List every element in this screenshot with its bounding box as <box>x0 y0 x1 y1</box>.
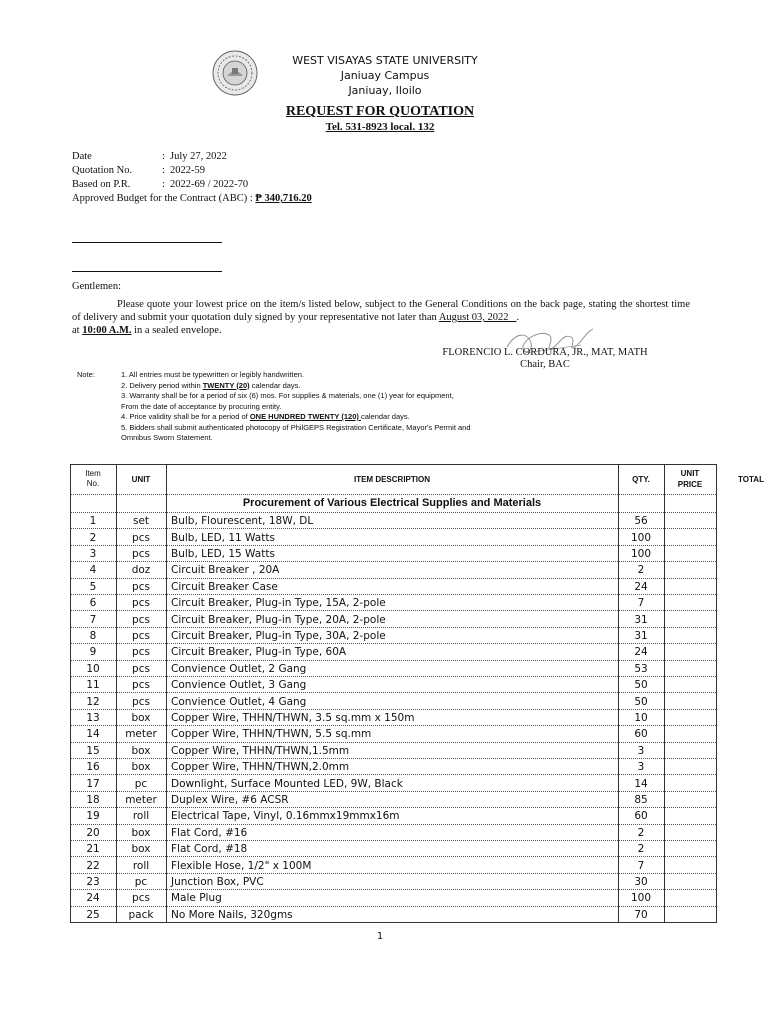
item-qty: 60 <box>634 810 648 823</box>
item-qty: 7 <box>637 597 645 610</box>
item-qty: 85 <box>634 793 648 806</box>
table-divider <box>70 512 716 513</box>
item-description: Male Plug <box>171 892 222 905</box>
table-divider <box>70 692 716 693</box>
table-divider <box>70 774 716 775</box>
item-qty: 24 <box>634 646 648 659</box>
table-divider <box>70 610 716 611</box>
note-item: 1. All entries must be typewritten or legibly handwritten. <box>121 370 305 379</box>
item-no: 8 <box>89 629 97 642</box>
item-no: 3 <box>89 547 97 560</box>
note-list <box>121 370 581 444</box>
abc-value: ₱ 340,716.20 <box>255 193 312 204</box>
note-item: 5. Bidders shall submit authenticated photocopy of PhilGEPS Registration Certificate, Mayor's Permit and <box>121 422 471 432</box>
item-unit-price-field[interactable] <box>664 743 716 759</box>
item-unit: set <box>132 515 150 528</box>
colon: : <box>162 179 165 190</box>
header-unit: UNIT <box>131 474 151 484</box>
table-divider <box>70 758 716 759</box>
item-unit-price-field[interactable] <box>664 693 716 709</box>
item-no: 9 <box>89 646 97 659</box>
abc-line <box>72 193 312 204</box>
item-description: Circuit Breaker, Plug-in Type, 20A, 2-pole <box>171 613 386 626</box>
item-unit-price-field[interactable] <box>664 825 716 841</box>
item-unit: pcs <box>132 613 150 626</box>
item-no: 21 <box>86 843 100 856</box>
quotation-no-value: 2022-59 <box>170 165 205 176</box>
item-qty: 10 <box>634 711 648 724</box>
item-unit-price-field[interactable] <box>664 792 716 808</box>
signatory-name: FLORENCIO L. CORDURA, JR., MAT, MATH <box>442 347 648 358</box>
body-text: Please quote your lowest price on the item/s listed below, subject to the General Conditions on the back page, stating the shortest time of delivery and submit your quotation duly signed by your representative not later than <box>72 299 690 323</box>
item-unit-price-field[interactable] <box>664 628 716 644</box>
colon: : <box>162 165 165 176</box>
item-qty: 31 <box>634 613 648 626</box>
item-no: 22 <box>86 859 100 872</box>
item-unit: meter <box>125 793 157 806</box>
item-description: Convience Outlet, 4 Gang <box>171 695 307 708</box>
item-description: Bulb, LED, 15 Watts <box>171 547 275 560</box>
item-description: Circuit Breaker, Plug-in Type, 60A <box>171 646 347 659</box>
table-divider <box>70 906 716 907</box>
body-paragraph: Please quote your lowest price on the item/s listed below, subject to the General Conditions on the back page, stating the shortest time of delivery and submit your quotation duly signed by your representative not later than August 03, 2022 . at 10:00 A.M. in a sealed envelope. <box>72 299 690 336</box>
table-divider <box>116 464 117 923</box>
deadline-time: 10:00 A.M. <box>82 325 132 336</box>
item-qty: 2 <box>637 826 645 839</box>
campus-name: Janiuay Campus <box>340 69 430 82</box>
item-no: 24 <box>86 892 100 905</box>
abc-label: Approved Budget for the Contract (ABC) : <box>72 193 256 204</box>
recipient-line[interactable] <box>72 271 222 272</box>
item-no: 1 <box>89 515 97 528</box>
item-no: 13 <box>86 711 100 724</box>
header-total: TOTAL <box>738 474 764 484</box>
table-divider <box>70 742 716 743</box>
date-value: July 27, 2022 <box>170 151 227 162</box>
recipient-line[interactable] <box>72 242 222 243</box>
item-description: Duplex Wire, #6 ACSR <box>171 793 289 806</box>
table-divider <box>70 922 716 923</box>
item-no: 15 <box>86 744 100 757</box>
item-unit: box <box>131 761 151 774</box>
item-unit: roll <box>132 810 150 823</box>
item-description: Convience Outlet, 3 Gang <box>171 679 307 692</box>
item-qty: 3 <box>637 761 645 774</box>
item-qty: 56 <box>634 515 648 528</box>
item-no: 6 <box>89 597 97 610</box>
page-title: REQUEST FOR QUOTATION <box>285 104 475 119</box>
table-divider <box>70 464 716 465</box>
item-no: 25 <box>86 908 100 921</box>
item-no: 5 <box>89 580 97 593</box>
item-qty: 60 <box>634 728 648 741</box>
item-description: Copper Wire, THHN/THWN, 3.5 sq.mm x 150m <box>171 711 415 724</box>
item-unit: pcs <box>132 892 150 905</box>
table-divider <box>70 627 716 628</box>
item-unit: pc <box>134 777 148 790</box>
item-qty: 14 <box>634 777 648 790</box>
item-unit: pcs <box>132 531 150 544</box>
item-unit-price-field[interactable] <box>664 611 716 627</box>
table-divider <box>716 464 717 923</box>
item-no: 19 <box>86 810 100 823</box>
header-unit-price: UNIT PRICE <box>677 469 703 489</box>
item-description: Circuit Breaker Case <box>171 580 278 593</box>
table-divider <box>70 889 716 890</box>
item-unit-price-field[interactable] <box>664 874 716 890</box>
item-unit-price-field[interactable] <box>664 562 716 578</box>
tail-text: in a sealed envelope. <box>131 325 222 336</box>
item-no: 10 <box>86 662 100 675</box>
item-unit-price-field[interactable] <box>664 726 716 742</box>
item-unit-price-field[interactable] <box>664 710 716 726</box>
item-unit-price-field[interactable] <box>664 775 716 791</box>
colon: : <box>162 151 165 162</box>
item-unit: pcs <box>132 646 150 659</box>
item-qty: 2 <box>637 564 645 577</box>
item-unit: box <box>131 843 151 856</box>
item-no: 2 <box>89 531 97 544</box>
item-description: Copper Wire, THHN/THWN,2.0mm <box>171 761 350 774</box>
pr-label: Based on P.R. <box>72 179 131 190</box>
item-description: Circuit Breaker , 20A <box>171 564 280 577</box>
table-divider <box>70 873 716 874</box>
item-description: Downlight, Surface Mounted LED, 9W, Black <box>171 777 403 790</box>
telephone: Tel. 531-8923 local. 132 <box>325 121 435 133</box>
item-unit: doz <box>131 564 151 577</box>
item-unit: pcs <box>132 679 150 692</box>
note-item: 4. Price validity shall be for a period of ONE HUNDRED TWENTY (120) calendar days. <box>121 412 410 421</box>
table-divider <box>70 594 716 595</box>
item-unit: pcs <box>132 580 150 593</box>
table-divider <box>70 791 716 792</box>
header-item-no: Item No. <box>85 469 101 488</box>
item-description: Copper Wire, THHN/THWN, 5.5 sq.mm <box>171 728 372 741</box>
item-no: 7 <box>89 613 97 626</box>
item-description: Bulb, Flourescent, 18W, DL <box>171 515 314 528</box>
item-unit-price-field[interactable] <box>664 579 716 595</box>
salutation: Gentlemen: <box>72 281 121 292</box>
item-description: Flexible Hose, 1/2" x 100M <box>171 859 312 872</box>
item-unit-price-field[interactable] <box>664 890 716 906</box>
item-unit: pcs <box>132 662 150 675</box>
date-label: Date <box>72 151 92 162</box>
item-unit: pcs <box>132 629 150 642</box>
item-unit-price-field[interactable] <box>664 759 716 775</box>
item-unit: roll <box>132 859 150 872</box>
table-divider <box>70 528 716 529</box>
note-item: 2. Delivery period within TWENTY (20) calendar days. <box>121 380 301 390</box>
item-no: 12 <box>86 695 100 708</box>
note-item: From the date of acceptance by procuring entity. <box>121 401 282 411</box>
item-unit: pcs <box>132 547 150 560</box>
item-unit-price-field[interactable] <box>664 546 716 562</box>
item-unit-price-field[interactable] <box>664 529 716 545</box>
note-item: Omnibus Sworn Statement. <box>121 433 213 442</box>
quotation-no-label: Quotation No. <box>72 165 133 176</box>
header-description: ITEM DESCRIPTION <box>353 474 430 484</box>
item-qty: 30 <box>634 875 648 888</box>
item-qty: 2 <box>637 843 645 856</box>
item-description: Copper Wire, THHN/THWN,1.5mm <box>171 744 350 757</box>
table-divider <box>70 807 716 808</box>
item-unit-price-field[interactable] <box>664 857 716 873</box>
item-description: Flat Cord, #16 <box>171 826 248 839</box>
item-unit-price-field[interactable] <box>664 808 716 824</box>
item-no: 20 <box>86 826 100 839</box>
table-divider <box>70 643 716 644</box>
item-no: 17 <box>86 777 100 790</box>
item-qty: 70 <box>634 908 648 921</box>
item-qty: 100 <box>630 531 652 544</box>
section-title: Procurement of Various Electrical Supplies and Materials <box>242 497 542 509</box>
table-divider <box>70 545 716 546</box>
item-qty: 100 <box>630 892 652 905</box>
item-unit: pc <box>134 875 148 888</box>
item-unit: pcs <box>132 695 150 708</box>
item-qty: 53 <box>634 662 648 675</box>
item-unit-price-field[interactable] <box>664 513 716 529</box>
item-no: 11 <box>86 679 100 692</box>
campus-location: Janiuay, Iloilo <box>348 84 422 97</box>
item-description: Electrical Tape, Vinyl, 0.16mmx19mmx16m <box>171 810 400 823</box>
header-qty: QTY. <box>632 474 650 484</box>
item-unit: pcs <box>132 597 150 610</box>
item-no: 14 <box>86 728 100 741</box>
item-qty: 50 <box>634 695 648 708</box>
item-no: 16 <box>86 761 100 774</box>
item-qty: 24 <box>634 580 648 593</box>
table-divider <box>166 464 167 923</box>
table-divider <box>70 856 716 857</box>
table-divider <box>70 840 716 841</box>
item-qty: 50 <box>634 679 648 692</box>
item-qty: 100 <box>630 547 652 560</box>
table-divider <box>70 578 716 579</box>
item-unit: box <box>131 744 151 757</box>
item-description: No More Nails, 320gms <box>171 908 293 921</box>
item-unit: meter <box>125 728 157 741</box>
item-description: Convience Outlet, 2 Gang <box>171 662 307 675</box>
item-unit: pack <box>128 908 154 921</box>
table-divider <box>70 824 716 825</box>
item-qty: 31 <box>634 629 648 642</box>
table-divider <box>70 660 716 661</box>
item-description: Circuit Breaker, Plug-in Type, 15A, 2-pole <box>171 597 386 610</box>
table-divider <box>70 725 716 726</box>
item-unit: box <box>131 826 151 839</box>
page-number: 1 <box>376 931 384 942</box>
item-no: 18 <box>86 793 100 806</box>
table-divider <box>70 561 716 562</box>
item-description: Flat Cord, #18 <box>171 843 248 856</box>
item-unit-price-field[interactable] <box>664 907 716 923</box>
table-divider <box>664 464 665 923</box>
note-label: Note: <box>77 370 95 379</box>
item-qty: 3 <box>637 744 645 757</box>
item-qty: 7 <box>637 859 645 872</box>
deadline-date: August 03, 2022 <box>438 312 509 323</box>
item-description: Circuit Breaker, Plug-in Type, 30A, 2-pole <box>171 629 386 642</box>
pr-value: 2022-69 / 2022-70 <box>170 179 249 190</box>
table-divider <box>70 709 716 710</box>
note-item: 3. Warranty shall be for a period of six (6) mos. For supplies & materials, one (1) year for equipment, <box>121 391 454 400</box>
table-divider <box>70 676 716 677</box>
signatory-position: Chair, BAC <box>520 359 570 370</box>
table-divider <box>70 494 716 495</box>
item-unit-price-field[interactable] <box>664 841 716 857</box>
table-divider <box>70 464 71 923</box>
item-unit-price-field[interactable] <box>664 661 716 677</box>
item-description: Bulb, LED, 11 Watts <box>171 531 275 544</box>
item-no: 4 <box>89 564 97 577</box>
item-unit-price-field[interactable] <box>664 677 716 693</box>
item-unit: box <box>131 711 151 724</box>
item-unit-price-field[interactable] <box>664 595 716 611</box>
university-name: WEST VISAYAS STATE UNIVERSITY <box>292 54 478 67</box>
table-divider <box>618 464 619 923</box>
at-text: at <box>72 325 83 336</box>
items-table <box>70 464 764 921</box>
item-no: 23 <box>86 875 100 888</box>
item-description: Junction Box, PVC <box>171 875 264 888</box>
item-unit-price-field[interactable] <box>664 644 716 660</box>
